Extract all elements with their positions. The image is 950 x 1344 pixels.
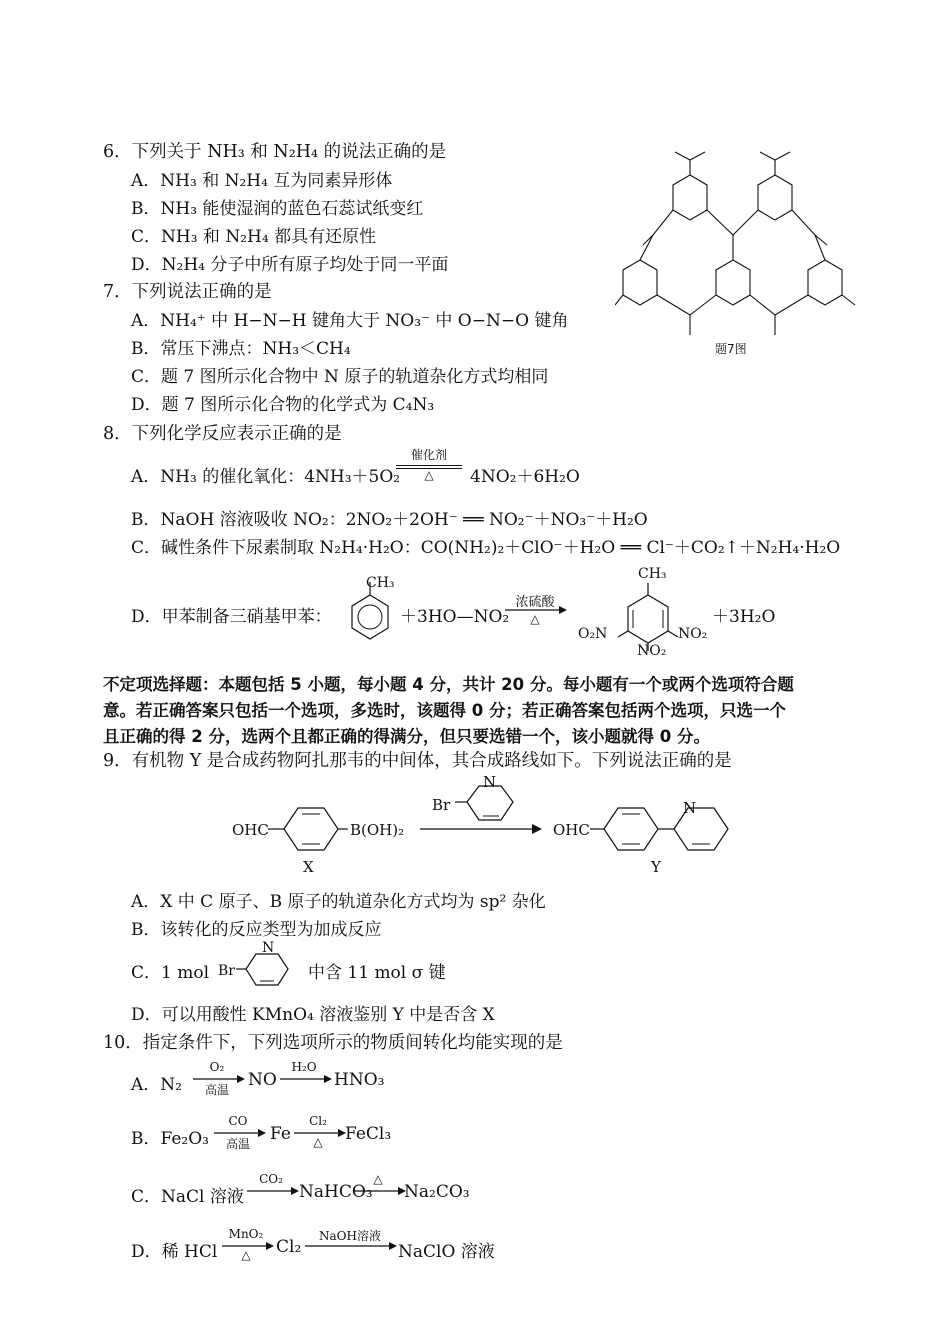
q10-d-p3: NaClO 溶液 [398, 1242, 495, 1262]
tnt-no2-bottom: NO₂ [637, 643, 667, 659]
q8-a-heat: △ [424, 468, 434, 482]
q9-option-b: B．该转化的反应类型为加成反应 [131, 920, 382, 940]
q10-c-arrow1 [247, 1187, 299, 1195]
q10-stem: 10．指定条件下，下列选项所示的物质间转化均能实现的是 [103, 1033, 563, 1053]
y-ohc: OHC [553, 821, 590, 839]
q8-option-d-left: D．甲苯制备三硝基甲苯： [131, 607, 332, 627]
q8-d-heat: △ [530, 612, 540, 626]
q10-b-arrow1-top: CO [228, 1114, 248, 1128]
q10-d-p1: D．稀 HCl [131, 1242, 218, 1262]
q10-a-arrow1-top: O₂ [209, 1060, 225, 1074]
q8-option-b: B．NaOH 溶液吸收 NO₂：2NO₂＋2OH⁻ ══ NO₂⁻＋NO₃⁻＋H₂O [131, 510, 648, 530]
q10-b-p3: FeCl₃ [345, 1124, 392, 1144]
y-structure [590, 795, 740, 865]
q6-option-a: A．NH₃ 和 N₂H₄ 互为同素异形体 [131, 171, 393, 191]
q9-c-br: Br [218, 963, 235, 979]
q9-reagent-n: N [483, 773, 497, 791]
section-instructions-line3: 且正确的得 2 分，选两个且都正确的得满分，但只要选错一个，该小题就得 0 分。 [103, 727, 710, 746]
tnt-ch3: CH₃ [638, 566, 667, 582]
q8-option-a-left: A．NH₃ 的催化氧化：4NH₃＋5O₂ [131, 467, 401, 487]
x-benzene-ring [268, 800, 348, 860]
q10-d-arrow2 [305, 1242, 397, 1250]
q9-option-d: D．可以用酸性 KMnO₄ 溶液鉴别 Y 中是否含 X [131, 1005, 495, 1025]
q10-a-arrow2 [280, 1075, 332, 1083]
q10-b-p2: Fe [270, 1124, 291, 1144]
tnt-no2-left: O₂N [578, 626, 608, 642]
q10-c-p2: NaHCO₃ [299, 1182, 373, 1202]
tnt-no2-right: NO₂ [678, 626, 708, 642]
q9-option-a: A．X 中 C 原子、B 原子的轨道杂化方式均为 sp² 杂化 [131, 892, 546, 912]
q9-reaction-arrow [420, 824, 542, 834]
q9-c-n: N [262, 940, 275, 956]
q8-d-right: ＋3H₂O [712, 607, 776, 627]
q6-option-c: C．NH₃ 和 N₂H₄ 都具有还原性 [131, 227, 377, 247]
q6-stem: 6．下列关于 NH₃ 和 N₂H₄ 的说法正确的是 [103, 142, 447, 162]
q10-b-p1: B．Fe₂O₃ [131, 1129, 209, 1149]
q8-d-reagent: ＋3HO—NO₂ [400, 607, 510, 627]
toluene-ch3: CH₃ [366, 575, 395, 591]
y-n: N [683, 799, 697, 817]
q10-a-arrow2-top: H₂O [291, 1060, 317, 1074]
q10-c-p1: C．NaCl 溶液 [131, 1187, 244, 1207]
q7-option-a: A．NH₄⁺ 中 H−N−H 键角大于 NO₃⁻ 中 O−N−O 键角 [131, 311, 569, 331]
q6-option-d: D．N₂H₄ 分子中所有原子均处于同一平面 [131, 255, 449, 275]
q10-c-arrow1-top: CO₂ [259, 1172, 283, 1186]
q10-c-arrow2-top: △ [373, 1172, 383, 1186]
q9-c-bromopyridine [236, 947, 306, 992]
q10-c-p3: Na₂CO₃ [404, 1182, 470, 1202]
q10-a-p3: HNO₃ [334, 1070, 385, 1090]
q8-option-c: C．碱性条件下尿素制取 N₂H₄·H₂O：CO(NH₂)₂＋ClO⁻＋H₂O ══ Cl⁻＋CO₂↑＋N₂H₄·H₂O [131, 538, 841, 558]
q9-option-c-right: 中含 11 mol σ 键 [308, 963, 446, 983]
q9-reagent-br: Br [432, 796, 451, 814]
q7-option-c: C．题 7 图所示化合物中 N 原子的轨道杂化方式均相同 [131, 367, 549, 387]
q10-d-arrow2-top: NaOH溶液 [319, 1229, 381, 1243]
q8-a-catalyst: 催化剂 [410, 448, 447, 462]
q10-b-arrow1-bottom: 高温 [225, 1137, 250, 1151]
q6-option-b: B．NH₃ 能使湿润的蓝色石蕊试纸变红 [131, 199, 424, 219]
q7-stem: 7．下列说法正确的是 [103, 282, 272, 302]
q10-a-arrow1-bottom: 高温 [204, 1083, 229, 1097]
q10-d-p2: Cl₂ [276, 1237, 302, 1257]
q8-stem: 8．下列化学反应表示正确的是 [103, 424, 342, 444]
q10-c-arrow2 [354, 1187, 406, 1195]
q8-d-catalyst: 浓硫酸 [515, 595, 555, 610]
x-boh2: B(OH)₂ [350, 821, 405, 839]
x-ohc: OHC [232, 821, 269, 839]
q10-a-p2: NO [248, 1070, 277, 1090]
q10-b-arrow2-top: Cl₂ [309, 1114, 327, 1128]
q10-d-arrow1-top: MnO₂ [228, 1227, 264, 1241]
q8-option-a-right: 4NO₂＋6H₂O [470, 467, 580, 487]
q7-option-d: D．题 7 图所示化合物的化学式为 C₄N₃ [131, 395, 435, 415]
q7-option-b: B．常压下沸点：NH₃＜CH₄ [131, 339, 351, 359]
y-label: Y [651, 858, 661, 876]
q7-figure-caption: 题7图 [715, 342, 747, 356]
q7-structure-figure [615, 140, 865, 360]
q9-option-c-left: C．1 mol [131, 963, 210, 983]
x-label: X [303, 858, 314, 876]
section-instructions-line2: 意。若正确答案只包括一个选项，多选时，该题得 0 分；若正确答案包括两个选项，只选一个 [103, 701, 786, 720]
q10-b-arrow2-bottom: △ [313, 1135, 323, 1149]
section-instructions-line1: 不定项选择题：本题包括 5 小题，每小题 4 分，共计 20 分。每小题有一个或两个选项符合题 [103, 675, 794, 694]
q10-a-p1: A．N₂ [131, 1075, 182, 1095]
q10-d-arrow1-bottom: △ [241, 1248, 251, 1262]
q9-stem: 9．有机物 Y 是合成药物阿扎那韦的中间体，其合成路线如下。下列说法正确的是 [103, 751, 732, 771]
